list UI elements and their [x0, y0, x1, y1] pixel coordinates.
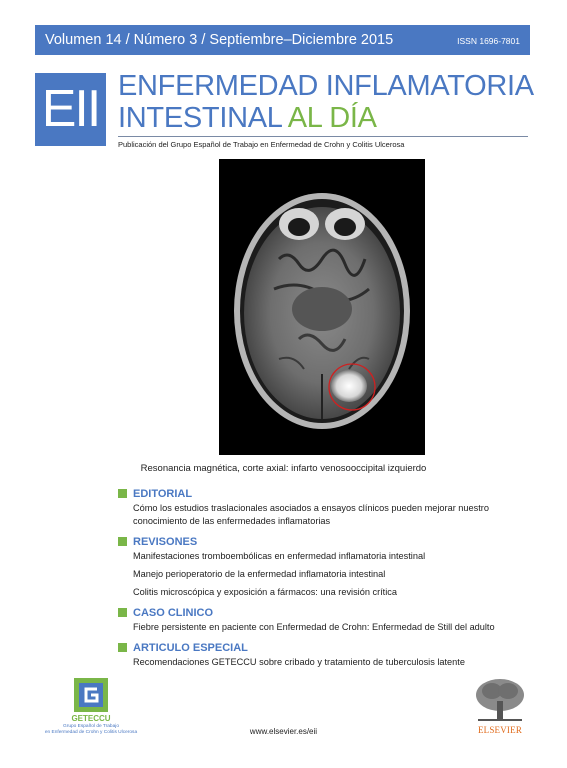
section-marker-icon: [118, 489, 127, 498]
issn: ISSN 1696-7801: [457, 36, 520, 46]
cover-mri-image: [219, 159, 425, 455]
toc-section-articulo-especial: [118, 639, 538, 656]
toc-item[interactable]: Cómo los estudios traslacionales asociados a ensayos clínicos pueden mejorar nuestro conocimiento de las enfermedades inflamatorias: [133, 503, 489, 526]
journal-title-line1: ENFERMEDAD INFLAMATORIA: [118, 70, 534, 102]
elsevier-logo: [470, 677, 530, 735]
toc-section-editorial: [118, 485, 538, 502]
publisher-name: ELSEVIER: [477, 725, 523, 735]
toc-item[interactable]: Manifestaciones tromboembólicas en enfermedad inflamatoria intestinal: [133, 551, 426, 561]
section-marker-icon: [118, 537, 127, 546]
table-of-contents: [118, 483, 538, 674]
journal-subtitle: Publicación del Grupo Español de Trabajo en Enfermedad de Crohn y Colitis Ulcerosa: [118, 140, 405, 149]
geteccu-line2: en Enfermedad de Crohn y Colitis Ulcerosa: [44, 730, 138, 735]
geteccu-name: GETECCU: [71, 714, 111, 723]
section-heading: EDITORIAL: [133, 487, 193, 500]
toc-section-caso-clinico: [118, 604, 538, 621]
image-caption: Resonancia magnética, corte axial: infarto venosooccipital izquierdo: [140, 463, 427, 474]
mri-brain-illustration: [219, 159, 425, 455]
journal-logo: EII: [35, 73, 106, 146]
toc-section-revisiones: [118, 533, 538, 550]
section-marker-icon: [118, 608, 127, 617]
journal-issue-bar: [35, 25, 530, 55]
section-heading: CASO CLINICO: [133, 606, 214, 619]
geteccu-g-icon: [74, 678, 108, 712]
toc-item[interactable]: Fiebre persistente en paciente con Enfermedad de Crohn: Enfermedad de Still del adulto: [133, 622, 495, 632]
toc-item[interactable]: Recomendaciones GETECCU sobre cribado y tratamiento de tuberculosis latente: [133, 657, 465, 667]
toc-item[interactable]: Manejo perioperatorio de la enfermedad inflamatoria intestinal: [133, 569, 386, 579]
section-heading: ARTICULO ESPECIAL: [133, 641, 248, 654]
volume-line: Volumen 14 / Número 3 / Septiembre–Diciembre 2015: [45, 32, 394, 48]
section-marker-icon: [118, 643, 127, 652]
journal-url[interactable]: www.elsevier.es/eii: [249, 727, 318, 736]
elsevier-tree-icon: [470, 677, 530, 723]
section-heading: REVISONES: [133, 535, 198, 548]
title-divider: [118, 136, 528, 137]
journal-title-accent: AL DÍA: [287, 102, 377, 134]
toc-item[interactable]: Colitis microscópica y exposición a fármacos: una revisión crítica: [133, 587, 397, 597]
journal-title-line2: [118, 102, 377, 135]
geteccu-line1: Grupo Español de Trabajo: [62, 724, 119, 729]
journal-title-main: INTESTINAL: [118, 102, 282, 134]
